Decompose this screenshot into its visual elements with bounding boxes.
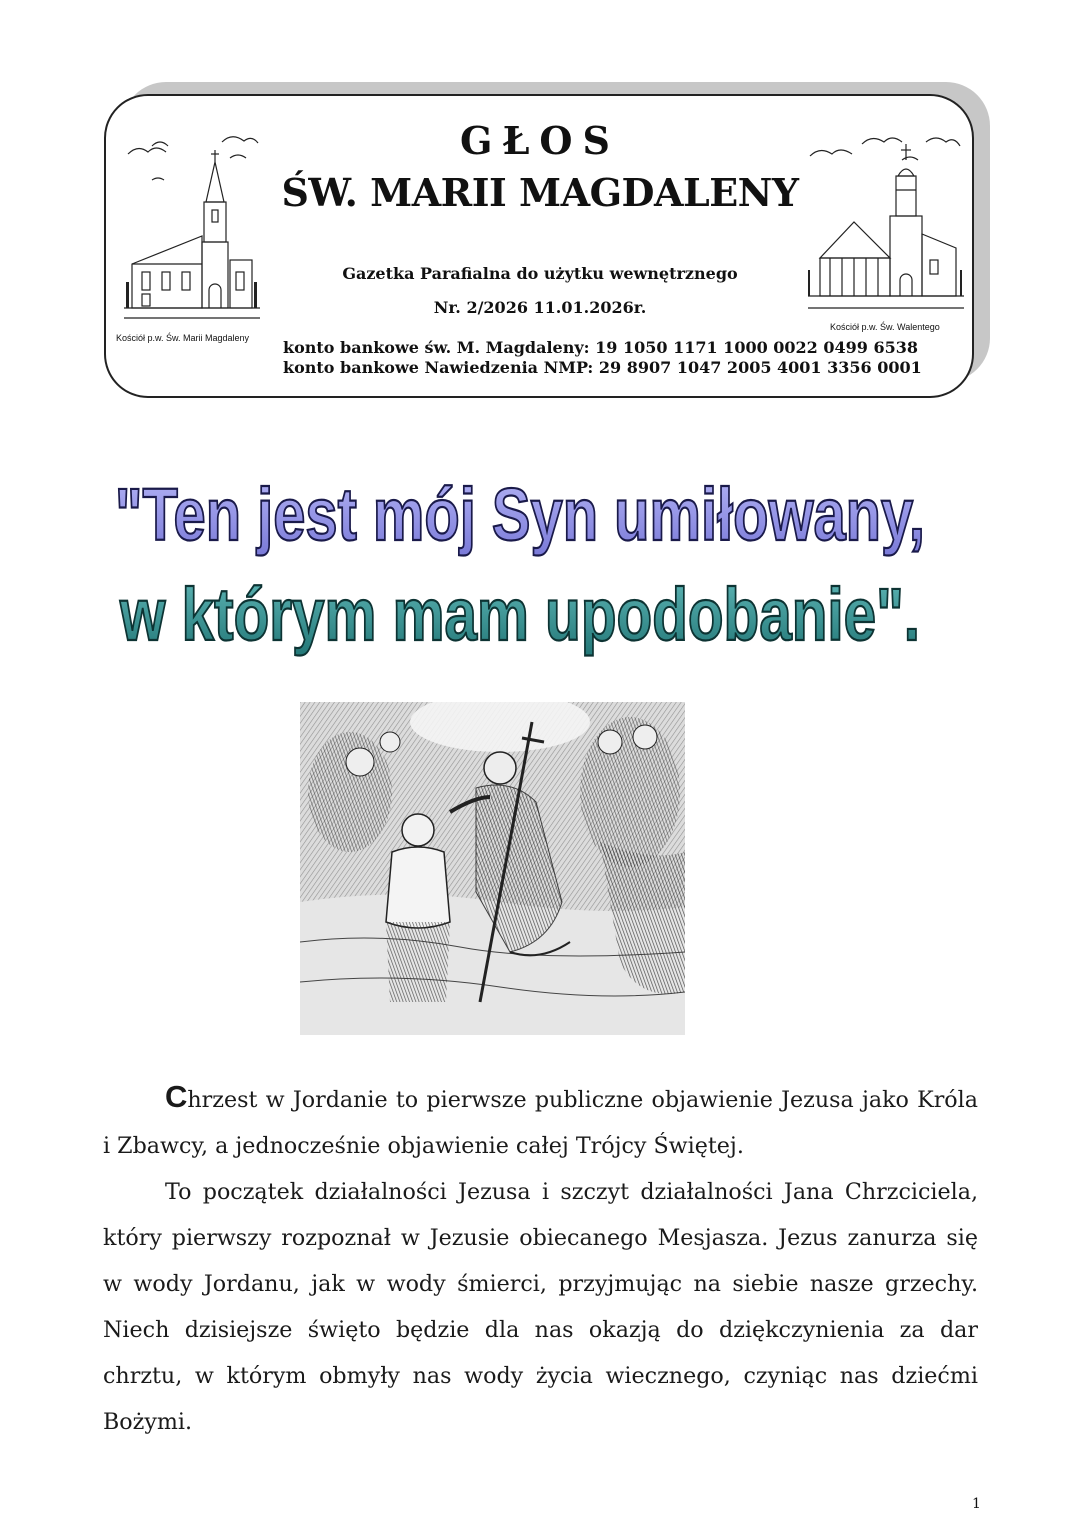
headline	[0, 460, 1080, 700]
right-church-caption: Kościół p.w. Św. Walentego	[830, 322, 940, 332]
article-paragraph-1	[103, 1074, 978, 1169]
headline-line-1: "Ten jest mój Syn umiłowany,	[115, 473, 925, 556]
bank-account-nawiedzenie: konto bankowe Nawiedzenia NMP: 29 8907 1047 2005 4001 3356 0001	[283, 358, 922, 377]
headline-line-2: w którym mam upodobanie".	[119, 573, 920, 656]
bank-account-magdalena: konto bankowe św. M. Magdaleny: 19 1050 1171 1000 0022 0499 6538	[283, 338, 919, 357]
article-body	[103, 1074, 978, 1445]
masthead-tagline: Gazetka Parafialna do użytku wewnętrznego	[342, 264, 738, 283]
masthead-issue: Nr. 2/2026 11.01.2026r.	[433, 298, 647, 317]
page-number: 1	[972, 1496, 981, 1512]
masthead-subtitle: ŚW. MARII MAGDALENY	[281, 170, 799, 215]
article-paragraph-2: To początek działalności Jezusa i szczyt działalności Jana Chrzciciela, który pierwszy rozpoznał w Jezusie obiecanego Mesjasza. Jezus zanurza się w wody Jordanu, jak w wody śmierci, przyjmując na siebie nasze grzechy. Niech dzisiejsze święto będzie dla nas okazją do dziękczynienia za dar chrztu, w którym obmyły nas wody życia wiecznego, czyniąc nas dziećmi Bożymi.	[103, 1179, 978, 1435]
masthead-title: GŁOS	[460, 118, 620, 163]
dropcap: C	[165, 1079, 188, 1114]
left-church-caption: Kościół p.w. Św. Marii Magdaleny	[116, 333, 250, 343]
baptism-engraving	[300, 702, 685, 1035]
article-paragraph-1-text: hrzest w Jordanie to pierwsze publiczne objawienie Jezusa jako Króla i Zbawcy, a jednocześnie objawienie całej Trójcy Świętej.	[103, 1087, 978, 1159]
